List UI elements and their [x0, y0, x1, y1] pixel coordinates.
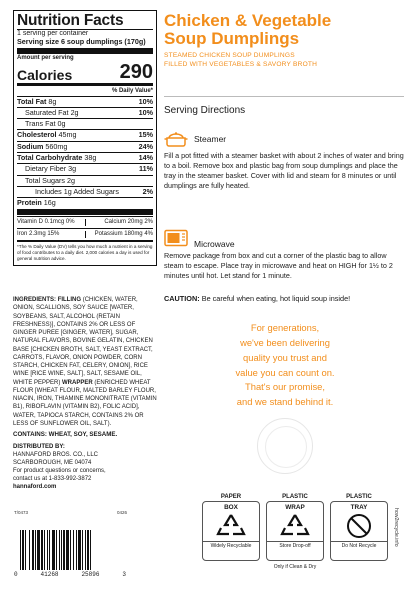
nutrition-facts-panel: [13, 10, 157, 266]
store-dropoff-icon: [280, 512, 310, 540]
microwave-icon: [164, 229, 188, 247]
nutrient-row: Trans Fat 0g: [17, 118, 153, 129]
nutrition-title: Nutrition Facts: [17, 12, 124, 29]
recycle-tray-plastic: PLASTIC TRAY Do Not Recycle: [330, 494, 388, 582]
recycle-box-paper: PAPER BOX Widely Recyclable: [202, 494, 260, 582]
do-not-recycle-icon: [344, 512, 374, 540]
wrap-condition-note: Only if Clean & Dry: [273, 564, 317, 570]
amount-per-serving: Amount per serving: [17, 54, 74, 61]
nutrient-row: Includes 1g Added Sugars 2%: [17, 186, 153, 197]
calories-row: [17, 62, 153, 82]
allergen-statement: CONTAINS: WHEAT, SOY, SESAME.: [13, 431, 118, 438]
nutrient-row: Saturated Fat 2g 10%: [17, 107, 153, 118]
recycle-arrows-icon: [216, 512, 246, 540]
upc-barcode: [20, 530, 120, 570]
caution-note: CAUTION: Be careful when eating, hot liquid soup inside!: [164, 294, 351, 303]
lot-code: T/0473: [14, 510, 29, 515]
vitamin-row: Vitamin D 0.1mcg 0% Calcium 20mg 2%: [17, 216, 153, 228]
product-title: Chicken & Vegetable Soup Dumplings: [164, 11, 332, 49]
date-code: 0426: [117, 510, 128, 515]
ingredients-text: INGREDIENTS: FILLING (CHICKEN, WATER, ONION, SCALLIONS, SOY SAUCE [WATER, SOYBEANS, SALT, ALCOHOL (RETAIN FRESHNESS)], CONTAINS 2% OR LESS OF GINGER PUREE [GINGER, WATER], SUGAR, NATURAL FLAVORS, BOVINE GELATIN, CHICKEN BASE [CHICKEN BROTH, SALT, YEAST EXTRACT, CARROTS, FLAVOR, ONION POWDER, CORN STARCH, CHICKEN FAT, CELERY, ONION], RICE WINE [RICE WINE, SALT], SALT, SESAME OIL, WHITE PEPPER) WRAPPER (ENRICHED WHEAT FLOUR [WHEAT FLOUR, MALTED BARLEY FLOUR, NIACIN, IRON, THIAMINE MONONITRATE (VITAMIN B1), RIBOFLAVIN (VITAMIN B2), FOLIC ACID], WATER, TAPIOCA STARCH, CONTAINS 2% OR LESS OF SUNFLOWER OIL, SALT).: [13, 297, 157, 427]
divider: [164, 96, 404, 97]
daily-value-header: % Daily Value*: [111, 87, 153, 94]
product-subtitle: STEAMED CHICKEN SOUP DUMPLINGS FILLED WITH VEGETABLES & SAVORY BROTH: [164, 52, 318, 68]
serving-size: Serving size 6 soup dumplings (170g): [17, 36, 146, 46]
steamer-pot-icon: [164, 130, 188, 148]
how2recycle-website: how2recycle.info: [393, 508, 399, 547]
microwave-instructions: Remove package from box and cut a corner of the plastic bag to allow steam to escape. Place tray in microwave and heat on HIGH for 1½ to 2 minutes until hot. Let stand for 1 minute.: [164, 251, 393, 280]
nutrient-row: Sodium 560mg 24%: [17, 141, 153, 151]
vitamin-rows: [17, 216, 153, 240]
nutrient-row: Cholesterol 45mg 15%: [17, 130, 153, 140]
steamer-heading: Steamer: [164, 130, 226, 148]
steamer-instructions: Fill a pot fitted with a steamer basket with about 2 inches of water and bring to a boil. Remove box and plastic bag from soup dumplings and place the tray in the steamer basket. Cover with lid and steam for 8 minutes or until dumplings are fully heated.: [164, 151, 404, 190]
microwave-heading: Microwave: [164, 227, 235, 249]
brand-promise: For generations, we've been delivering quality you trust and value you can count on. That's our promise, and we stand behind it.: [235, 322, 335, 408]
recycle-wrap-plastic: PLASTIC WRAP Store Drop-off Only if Clean & Dry: [266, 494, 324, 582]
nutrient-row: Total Carbohydrate 38g 14%: [17, 153, 153, 163]
servings-per-container: 1 serving per container: [17, 29, 89, 37]
nutrient-row: Total Sugars 2g: [17, 175, 153, 186]
nutrient-rows: [17, 96, 153, 209]
calories-label: Calories: [17, 66, 73, 83]
distributor-info: DISTRIBUTED BY: HANNAFORD BROS. CO., LLC SCARBOROUGH, ME 04074 For product questions or concerns, contact us at 1-833-992-3872 hannaford.com: [13, 443, 157, 492]
calories-value: 290: [119, 60, 153, 83]
guarantee-seal-watermark: [257, 418, 313, 474]
nutrient-row: Protein 16g: [17, 197, 153, 208]
nutrient-row: Dietary Fiber 3g 11%: [17, 163, 153, 174]
website-link: hannaford.com: [13, 484, 57, 491]
nutrient-row: Total Fat 8g 10%: [17, 96, 153, 106]
serving-directions-title: Serving Directions: [164, 105, 246, 116]
distributor-label: DISTRIBUTED BY:: [13, 444, 65, 450]
barcode-digits: 0 41268 25896 3: [14, 571, 126, 578]
vitamin-row: Iron 2.3mg 15% Potassium 180mg 4%: [17, 228, 153, 240]
how2recycle-label: [202, 494, 390, 582]
daily-value-footnote: *The % Daily Value (DV) tells you how much a nutrient in a serving of food contributes to a daily diet. 2,000 calories a day is used for general nutrition advice.: [17, 244, 153, 262]
